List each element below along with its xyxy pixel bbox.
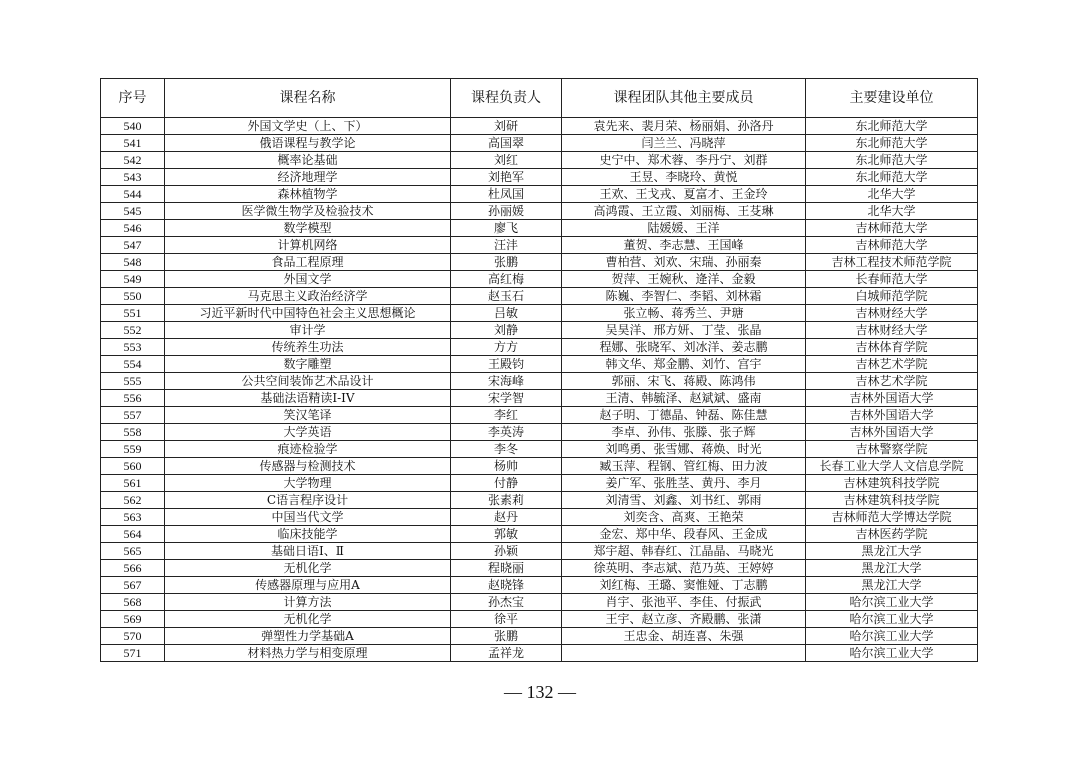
cell-course-name: 医学微生物学及检验技术 — [165, 203, 451, 220]
cell-institution: 吉林警察学院 — [806, 441, 978, 458]
cell-institution: 哈尔滨工业大学 — [806, 628, 978, 645]
cell-serial-number: 567 — [101, 577, 165, 594]
table-row — [101, 237, 978, 254]
cell-serial-number: 563 — [101, 509, 165, 526]
table-row — [101, 118, 978, 135]
cell-course-name: 外国文学史（上、下） — [165, 118, 451, 135]
cell-serial-number: 560 — [101, 458, 165, 475]
table-row — [101, 373, 978, 390]
cell-institution: 吉林外国语大学 — [806, 407, 978, 424]
cell-institution: 长春工业大学人文信息学院 — [806, 458, 978, 475]
cell-team-members: 高鸿霞、王立霞、刘丽梅、王芟琳 — [562, 203, 806, 220]
cell-institution: 哈尔滨工业大学 — [806, 645, 978, 662]
cell-course-leader: 孙杰宝 — [451, 594, 562, 611]
cell-serial-number: 554 — [101, 356, 165, 373]
cell-institution: 吉林工程技术师范学院 — [806, 254, 978, 271]
cell-course-leader: 张素莉 — [451, 492, 562, 509]
cell-course-name: 传统养生功法 — [165, 339, 451, 356]
cell-course-name: 大学英语 — [165, 424, 451, 441]
cell-course-leader: 王殿钧 — [451, 356, 562, 373]
table-row — [101, 645, 978, 662]
cell-course-leader: 赵丹 — [451, 509, 562, 526]
cell-institution: 吉林师范大学 — [806, 220, 978, 237]
cell-course-leader: 李冬 — [451, 441, 562, 458]
cell-course-leader: 孙丽媛 — [451, 203, 562, 220]
cell-team-members: 金宏、郑中华、段春风、王金成 — [562, 526, 806, 543]
cell-serial-number: 546 — [101, 220, 165, 237]
cell-course-leader: 郭敏 — [451, 526, 562, 543]
cell-serial-number: 564 — [101, 526, 165, 543]
cell-course-name: 传感器与检测技术 — [165, 458, 451, 475]
cell-serial-number: 540 — [101, 118, 165, 135]
cell-institution: 东北师范大学 — [806, 152, 978, 169]
cell-course-name: 食品工程原理 — [165, 254, 451, 271]
table-row — [101, 441, 978, 458]
cell-course-name: 概率论基础 — [165, 152, 451, 169]
cell-serial-number: 569 — [101, 611, 165, 628]
cell-team-members: 董贺、李志慧、王国峰 — [562, 237, 806, 254]
cell-course-leader: 宋学智 — [451, 390, 562, 407]
cell-team-members: 王昱、李晓玲、黄悦 — [562, 169, 806, 186]
cell-serial-number: 549 — [101, 271, 165, 288]
cell-serial-number: 557 — [101, 407, 165, 424]
cell-institution: 哈尔滨工业大学 — [806, 611, 978, 628]
cell-course-name: 临床技能学 — [165, 526, 451, 543]
cell-course-leader: 赵玉石 — [451, 288, 562, 305]
cell-team-members: 臧玉萍、程钢、管红梅、田力波 — [562, 458, 806, 475]
cell-course-name: 习近平新时代中国特色社会主义思想概论 — [165, 305, 451, 322]
cell-institution: 吉林艺术学院 — [806, 356, 978, 373]
cell-course-leader: 付静 — [451, 475, 562, 492]
cell-team-members: 徐英明、李志斌、范乃英、王婷婷 — [562, 560, 806, 577]
cell-serial-number: 551 — [101, 305, 165, 322]
cell-course-leader: 刘艳军 — [451, 169, 562, 186]
course-table — [100, 78, 978, 662]
cell-course-leader: 刘研 — [451, 118, 562, 135]
table-row — [101, 594, 978, 611]
cell-course-name: 材料热力学与相变原理 — [165, 645, 451, 662]
cell-team-members: 陆媛媛、王洋 — [562, 220, 806, 237]
cell-course-name: 计算方法 — [165, 594, 451, 611]
cell-course-name: 审计学 — [165, 322, 451, 339]
cell-course-name: 马克思主义政治经济学 — [165, 288, 451, 305]
cell-team-members: 刘奕含、高爽、王艳荣 — [562, 509, 806, 526]
cell-institution: 东北师范大学 — [806, 135, 978, 152]
cell-serial-number: 543 — [101, 169, 165, 186]
cell-team-members: 姜广军、张胜茎、黄丹、李月 — [562, 475, 806, 492]
cell-course-name: 传感器原理与应用A — [165, 577, 451, 594]
cell-course-leader: 廖飞 — [451, 220, 562, 237]
cell-course-leader: 方方 — [451, 339, 562, 356]
cell-course-name: 笑汉笔译 — [165, 407, 451, 424]
cell-team-members: 吴昊洋、邢方妍、丁莹、张晶 — [562, 322, 806, 339]
cell-course-leader: 赵晓锋 — [451, 577, 562, 594]
cell-institution: 吉林财经大学 — [806, 305, 978, 322]
cell-institution: 哈尔滨工业大学 — [806, 594, 978, 611]
cell-institution: 吉林艺术学院 — [806, 373, 978, 390]
cell-team-members: 贺萍、王婉秋、逄洋、金毅 — [562, 271, 806, 288]
table-row — [101, 288, 978, 305]
cell-course-leader: 程晓丽 — [451, 560, 562, 577]
table-row — [101, 339, 978, 356]
table-header-row — [101, 79, 978, 118]
cell-team-members: 刘鸣勇、张雪娜、蒋焕、时光 — [562, 441, 806, 458]
cell-team-members: 王清、韩毓泽、赵斌斌、盛南 — [562, 390, 806, 407]
cell-course-name: C语言程序设计 — [165, 492, 451, 509]
cell-institution: 吉林外国语大学 — [806, 390, 978, 407]
cell-serial-number: 571 — [101, 645, 165, 662]
cell-course-name: 森林植物学 — [165, 186, 451, 203]
header-course-name: 课程名称 — [165, 79, 451, 118]
cell-team-members: 赵子明、丁德晶、钟磊、陈佳慧 — [562, 407, 806, 424]
table-row — [101, 356, 978, 373]
cell-course-leader: 杨帅 — [451, 458, 562, 475]
table-row — [101, 424, 978, 441]
cell-serial-number: 555 — [101, 373, 165, 390]
header-serial-number: 序号 — [101, 79, 165, 118]
table-row — [101, 577, 978, 594]
cell-institution: 黑龙江大学 — [806, 543, 978, 560]
table-row — [101, 560, 978, 577]
cell-course-name: 数学模型 — [165, 220, 451, 237]
cell-institution: 吉林医药学院 — [806, 526, 978, 543]
cell-institution: 吉林建筑科技学院 — [806, 475, 978, 492]
cell-serial-number: 547 — [101, 237, 165, 254]
cell-serial-number: 559 — [101, 441, 165, 458]
cell-course-leader: 张鹏 — [451, 254, 562, 271]
table-row — [101, 475, 978, 492]
cell-course-leader: 汪沣 — [451, 237, 562, 254]
table-row — [101, 611, 978, 628]
cell-serial-number: 566 — [101, 560, 165, 577]
cell-institution: 北华大学 — [806, 186, 978, 203]
cell-serial-number: 558 — [101, 424, 165, 441]
cell-institution: 吉林财经大学 — [806, 322, 978, 339]
cell-team-members: 郭丽、宋飞、蒋殿、陈鸿伟 — [562, 373, 806, 390]
cell-course-name: 中国当代文学 — [165, 509, 451, 526]
cell-serial-number: 561 — [101, 475, 165, 492]
cell-team-members: 曹柏营、刘欢、宋瑞、孙丽秦 — [562, 254, 806, 271]
cell-course-name: 数字雕塑 — [165, 356, 451, 373]
cell-serial-number: 552 — [101, 322, 165, 339]
cell-course-leader: 宋海峰 — [451, 373, 562, 390]
cell-institution: 吉林体育学院 — [806, 339, 978, 356]
table-row — [101, 254, 978, 271]
cell-course-name: 俄语课程与教学论 — [165, 135, 451, 152]
cell-team-members: 程娜、张晓军、刘冰洋、姜志鹏 — [562, 339, 806, 356]
cell-institution: 黑龙江大学 — [806, 560, 978, 577]
table-row — [101, 135, 978, 152]
cell-serial-number: 541 — [101, 135, 165, 152]
cell-institution: 北华大学 — [806, 203, 978, 220]
cell-team-members: 韩文华、郑金鹏、刘竹、宫宇 — [562, 356, 806, 373]
cell-institution: 黑龙江大学 — [806, 577, 978, 594]
cell-course-name: 弹塑性力学基础A — [165, 628, 451, 645]
table-row — [101, 543, 978, 560]
cell-course-name: 基础法语精读I-IV — [165, 390, 451, 407]
table-row — [101, 458, 978, 475]
table-row — [101, 390, 978, 407]
cell-serial-number: 562 — [101, 492, 165, 509]
cell-institution: 吉林师范大学 — [806, 237, 978, 254]
header-course-leader: 课程负责人 — [451, 79, 562, 118]
cell-serial-number: 544 — [101, 186, 165, 203]
table-row — [101, 152, 978, 169]
cell-serial-number: 550 — [101, 288, 165, 305]
cell-course-name: 大学物理 — [165, 475, 451, 492]
cell-course-name: 外国文学 — [165, 271, 451, 288]
table-row — [101, 203, 978, 220]
cell-course-leader: 李英涛 — [451, 424, 562, 441]
table-row — [101, 509, 978, 526]
cell-course-leader: 徐平 — [451, 611, 562, 628]
cell-team-members: 闫兰兰、冯晓萍 — [562, 135, 806, 152]
cell-team-members: 王宇、赵立彦、齐殿鹏、张潇 — [562, 611, 806, 628]
cell-institution: 吉林外国语大学 — [806, 424, 978, 441]
header-institution: 主要建设单位 — [806, 79, 978, 118]
cell-institution: 东北师范大学 — [806, 169, 978, 186]
cell-institution: 白城师范学院 — [806, 288, 978, 305]
cell-serial-number: 568 — [101, 594, 165, 611]
table-row — [101, 628, 978, 645]
cell-serial-number: 542 — [101, 152, 165, 169]
cell-institution: 吉林师范大学博达学院 — [806, 509, 978, 526]
cell-course-name: 痕迹检验学 — [165, 441, 451, 458]
cell-course-leader: 高国翠 — [451, 135, 562, 152]
cell-institution: 吉林建筑科技学院 — [806, 492, 978, 509]
table-row — [101, 526, 978, 543]
cell-course-leader: 刘静 — [451, 322, 562, 339]
cell-course-name: 经济地理学 — [165, 169, 451, 186]
cell-serial-number: 570 — [101, 628, 165, 645]
table-row — [101, 186, 978, 203]
table-body — [101, 118, 978, 662]
cell-team-members: 刘清雪、刘鑫、刘书红、郭雨 — [562, 492, 806, 509]
cell-course-name: 计算机网络 — [165, 237, 451, 254]
header-team-members: 课程团队其他主要成员 — [562, 79, 806, 118]
cell-course-name: 无机化学 — [165, 611, 451, 628]
cell-course-leader: 孟祥龙 — [451, 645, 562, 662]
cell-course-leader: 张鹏 — [451, 628, 562, 645]
cell-team-members — [562, 645, 806, 662]
table-row — [101, 407, 978, 424]
cell-course-name: 公共空间装饰艺术品设计 — [165, 373, 451, 390]
cell-course-leader: 吕敏 — [451, 305, 562, 322]
cell-course-leader: 杜凤国 — [451, 186, 562, 203]
cell-course-leader: 高红梅 — [451, 271, 562, 288]
cell-course-leader: 刘红 — [451, 152, 562, 169]
cell-serial-number: 556 — [101, 390, 165, 407]
cell-serial-number: 565 — [101, 543, 165, 560]
cell-team-members: 张立畅、蒋秀兰、尹瑭 — [562, 305, 806, 322]
cell-institution: 长春师范大学 — [806, 271, 978, 288]
cell-course-name: 基础日语Ⅰ、Ⅱ — [165, 543, 451, 560]
cell-institution: 东北师范大学 — [806, 118, 978, 135]
cell-team-members: 刘红梅、王璐、窦惟娅、丁志鹏 — [562, 577, 806, 594]
page-number: — 132 — — [504, 682, 576, 702]
cell-team-members: 王欢、王戈戎、夏富才、王金玲 — [562, 186, 806, 203]
cell-course-leader: 孙颖 — [451, 543, 562, 560]
cell-course-leader: 李红 — [451, 407, 562, 424]
cell-serial-number: 548 — [101, 254, 165, 271]
table-row — [101, 220, 978, 237]
cell-team-members: 史宁中、郑术蓉、李丹宁、刘群 — [562, 152, 806, 169]
cell-team-members: 郑宇超、韩春红、江晶晶、马晓光 — [562, 543, 806, 560]
cell-serial-number: 545 — [101, 203, 165, 220]
cell-team-members: 李卓、孙伟、张滕、张子辉 — [562, 424, 806, 441]
cell-course-name: 无机化学 — [165, 560, 451, 577]
cell-team-members: 王忠金、胡连喜、朱强 — [562, 628, 806, 645]
cell-serial-number: 553 — [101, 339, 165, 356]
cell-team-members: 肖宇、张池平、李佳、付振武 — [562, 594, 806, 611]
table-row — [101, 271, 978, 288]
table-row — [101, 169, 978, 186]
cell-team-members: 袁先来、裴月荣、杨丽娟、孙洛丹 — [562, 118, 806, 135]
table-row — [101, 305, 978, 322]
table-row — [101, 492, 978, 509]
table-row — [101, 322, 978, 339]
cell-team-members: 陈巍、李智仁、李韬、刘林霜 — [562, 288, 806, 305]
